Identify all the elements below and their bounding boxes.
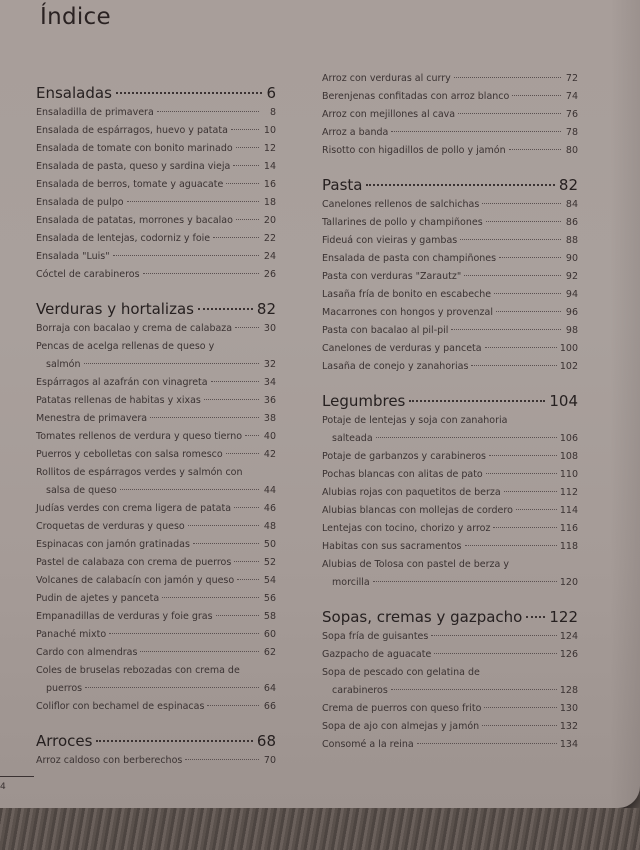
index-entry-page: 8 — [269, 107, 276, 118]
dot-leader — [193, 543, 259, 544]
dot-leader — [226, 453, 259, 454]
index-entry — [36, 320, 276, 338]
dot-leader — [245, 435, 259, 436]
index-entry-page: 76 — [565, 109, 578, 120]
index-section — [322, 606, 578, 754]
dot-leader — [458, 113, 561, 114]
index-entry-title: Coles de bruselas rebozadas con crema de — [36, 665, 240, 676]
index-entry-title: Sopa fría de guisantes — [322, 631, 429, 642]
index-entry-title: Arroz con verduras al curry — [322, 73, 451, 84]
index-entry — [36, 590, 276, 608]
index-entry — [322, 556, 578, 574]
dot-leader — [216, 615, 259, 616]
index-entry — [322, 304, 578, 322]
index-entry-continuation-title: morcilla — [332, 577, 370, 588]
dot-leader — [236, 219, 259, 220]
index-entry-title: Sopa de pescado con gelatina de — [322, 667, 480, 678]
index-section — [322, 390, 578, 592]
index-entry — [36, 140, 276, 158]
index-entry-title: Arroz a banda — [322, 127, 389, 138]
index-entry — [322, 142, 578, 160]
index-entry-page: 90 — [565, 253, 578, 264]
index-entry-page: 20 — [263, 215, 276, 226]
index-entry — [36, 518, 276, 536]
dot-leader — [391, 131, 561, 132]
dot-leader — [366, 184, 554, 186]
index-entry-title: Espinacas con jamón gratinadas — [36, 539, 190, 550]
index-entry-page: 132 — [559, 721, 578, 732]
dot-leader — [204, 399, 259, 400]
index-entry-page: 70 — [263, 755, 276, 766]
index-entry-title: Sopa de ajo con almejas y jamón — [322, 721, 480, 732]
index-entry-continuation-title: puerros — [46, 683, 83, 694]
index-entry-page: 100 — [559, 343, 578, 354]
index-entry-continuation-page: 128 — [559, 685, 578, 696]
index-entry-page: 126 — [559, 649, 578, 660]
dot-leader — [465, 545, 557, 546]
dot-leader — [496, 311, 561, 312]
index-entry-title: Ensalada de berros, tomate y aguacate — [36, 179, 224, 190]
dot-leader — [373, 581, 557, 582]
section-heading-title: Verduras y hortalizas — [36, 300, 194, 318]
index-entry — [36, 752, 276, 770]
index-column-left — [36, 82, 276, 770]
footer-rule — [0, 776, 34, 777]
index-entry — [36, 428, 276, 446]
dot-leader — [120, 489, 259, 490]
index-entry-title: Canelones de verduras y panceta — [322, 343, 482, 354]
index-entry-page: 46 — [263, 503, 276, 514]
index-entry — [36, 212, 276, 230]
dot-leader — [85, 687, 259, 688]
dot-leader — [486, 221, 561, 222]
index-entry-continuation-title: salmón — [46, 359, 81, 370]
index-entry-page: 108 — [559, 451, 578, 462]
section-heading — [322, 390, 578, 412]
index-entry-title: Crema de puerros con queso frito — [322, 703, 482, 714]
index-section — [36, 298, 276, 716]
index-entry-title: Empanadillas de verduras y foie gras — [36, 611, 213, 622]
index-column-right — [322, 70, 578, 754]
index-entry-page: 94 — [565, 289, 578, 300]
index-entry-page: 16 — [263, 179, 276, 190]
dot-leader — [484, 707, 556, 708]
index-entry — [36, 122, 276, 140]
dot-leader — [509, 149, 561, 150]
index-entry-page: 72 — [565, 73, 578, 84]
index-entry-continuation-page: 120 — [559, 577, 578, 588]
index-entry-title: Pastel de calabaza con crema de puerros — [36, 557, 232, 568]
index-entry — [322, 502, 578, 520]
index-entry-continuation-page: 64 — [263, 683, 276, 694]
index-entry — [36, 374, 276, 392]
dot-leader — [512, 95, 561, 96]
index-section — [36, 730, 276, 770]
index-entry — [36, 194, 276, 212]
index-entry-continuation-page: 32 — [263, 359, 276, 370]
dot-leader — [157, 111, 259, 112]
dot-leader — [464, 275, 561, 276]
index-entry — [36, 230, 276, 248]
index-entry-title: Cardo con almendras — [36, 647, 138, 658]
index-entry-title: Cóctel de carabineros — [36, 269, 140, 280]
index-entry-page: 102 — [559, 361, 578, 372]
dot-leader — [143, 273, 259, 274]
dot-leader — [376, 437, 557, 438]
index-entry-page: 54 — [263, 575, 276, 586]
index-entry — [36, 446, 276, 464]
index-entry — [322, 520, 578, 538]
section-heading — [36, 298, 276, 320]
index-entry-page: 62 — [263, 647, 276, 658]
index-entry-page: 114 — [559, 505, 578, 516]
dot-leader — [391, 689, 557, 690]
index-entry-title: Consomé a la reina — [322, 739, 414, 750]
index-entry-continuation — [36, 482, 276, 500]
index-entry — [322, 448, 578, 466]
dot-leader — [471, 365, 556, 366]
index-entry — [36, 392, 276, 410]
dot-leader — [482, 725, 557, 726]
index-entry-title: Panaché mixto — [36, 629, 107, 640]
index-entry-page: 14 — [263, 161, 276, 172]
index-entry-continuation-title: salsa de queso — [46, 485, 117, 496]
index-entry-page: 98 — [565, 325, 578, 336]
dot-leader — [494, 293, 561, 294]
index-entry-page: 124 — [559, 631, 578, 642]
index-entry-title: Habitas con sus sacramentos — [322, 541, 462, 552]
dot-leader — [482, 203, 561, 204]
dot-leader — [162, 597, 259, 598]
index-entry — [36, 338, 276, 356]
index-entry-title: Arroz caldoso con berberechos — [36, 755, 183, 766]
dot-leader — [434, 653, 557, 654]
dot-leader — [499, 257, 561, 258]
index-entry-title: Alubias blancas con mollejas de cordero — [322, 505, 513, 516]
index-entry-title: Potaje de lentejas y soja con zanahoria — [322, 415, 508, 426]
index-entry — [322, 646, 578, 664]
index-entry-title: Arroz con mejillones al cava — [322, 109, 456, 120]
index-entry — [36, 266, 276, 284]
index-entry-page: 66 — [263, 701, 276, 712]
index-entry-title: Croquetas de verduras y queso — [36, 521, 185, 532]
index-entry-page: 30 — [263, 323, 276, 334]
dot-leader — [233, 165, 259, 166]
index-entry-page: 56 — [263, 593, 276, 604]
dot-leader — [431, 635, 557, 636]
index-entry-title: Ensalada de tomate con bonito marinado — [36, 143, 233, 154]
index-entry-title: Tallarines de pollo y champiñones — [322, 217, 483, 228]
index-entry-title: Pencas de acelga rellenas de queso y — [36, 341, 215, 352]
index-entry-page: 60 — [263, 629, 276, 640]
section-heading-page: 82 — [256, 300, 276, 318]
index-entry-page: 84 — [565, 199, 578, 210]
index-entry-title: Pasta con bacalao al pil-pil — [322, 325, 449, 336]
index-entry-continuation-page: 44 — [263, 485, 276, 496]
index-entry — [322, 124, 578, 142]
dot-leader — [198, 308, 253, 310]
index-entry — [322, 196, 578, 214]
index-entry-title: Ensalada de pasta con champiñones — [322, 253, 497, 264]
index-entry — [322, 232, 578, 250]
index-entry-page: 24 — [263, 251, 276, 262]
index-entry-title: Ensalada de pasta, queso y sardina vieja — [36, 161, 231, 172]
index-entry-page: 116 — [559, 523, 578, 534]
dot-leader — [113, 255, 259, 256]
section-heading-page: 104 — [549, 392, 578, 410]
index-entry — [322, 286, 578, 304]
index-entry — [322, 484, 578, 502]
background-fabric — [0, 808, 640, 850]
page-number: 4 — [0, 782, 6, 792]
index-entry-page: 112 — [559, 487, 578, 498]
index-entry-page: 88 — [565, 235, 578, 246]
index-entry — [36, 698, 276, 716]
page-title: Índice — [40, 4, 111, 30]
index-entry — [322, 664, 578, 682]
dot-leader — [486, 473, 557, 474]
index-entry — [36, 248, 276, 266]
index-entry-page: 48 — [263, 521, 276, 532]
section-heading-title: Arroces — [36, 732, 93, 750]
dot-leader — [526, 616, 545, 618]
index-entry — [36, 410, 276, 428]
index-entry-page: 34 — [263, 377, 276, 388]
index-entry-page: 26 — [263, 269, 276, 280]
index-entry-continuation — [322, 430, 578, 448]
index-entry-page: 96 — [565, 307, 578, 318]
index-entry-page: 134 — [559, 739, 578, 750]
index-entry-page: 40 — [263, 431, 276, 442]
index-entry-page: 10 — [263, 125, 276, 136]
index-entry — [36, 464, 276, 482]
dot-leader — [213, 237, 259, 238]
dot-leader — [454, 77, 561, 78]
index-entry-title: Lentejas con tocino, chorizo y arroz — [322, 523, 491, 534]
index-entry-page: 74 — [565, 91, 578, 102]
index-entry — [36, 500, 276, 518]
index-entry — [322, 88, 578, 106]
index-entry-page: 80 — [565, 145, 578, 156]
index-entry-title: Gazpacho de aguacate — [322, 649, 432, 660]
index-entry-title: Ensalada "Luis" — [36, 251, 110, 262]
index-entry-title: Pudin de ajetes y panceta — [36, 593, 160, 604]
index-section — [322, 174, 578, 376]
index-entry-page: 86 — [565, 217, 578, 228]
index-entry-title: Judías verdes con crema ligera de patata — [36, 503, 232, 514]
index-entry-title: Ensalada de espárragos, huevo y patata — [36, 125, 228, 136]
index-entry-title: Pasta con verduras "Zarautz" — [322, 271, 462, 282]
index-entry — [322, 358, 578, 376]
index-entry-continuation-title: carabineros — [332, 685, 388, 696]
section-heading — [36, 82, 276, 104]
index-entry — [322, 466, 578, 484]
dot-leader — [116, 92, 263, 94]
index-entry-title: Ensaladilla de primavera — [36, 107, 154, 118]
index-entry-page: 12 — [263, 143, 276, 154]
index-entry-title: Alubias de Tolosa con pastel de berza y — [322, 559, 509, 570]
index-entry-title: Espárragos al azafrán con vinagreta — [36, 377, 208, 388]
section-heading — [322, 606, 578, 628]
index-entry-continuation-title: salteada — [332, 433, 373, 444]
index-entry — [322, 700, 578, 718]
index-entry-title: Lasaña fría de bonito en escabeche — [322, 289, 492, 300]
index-entry-title: Menestra de primavera — [36, 413, 148, 424]
index-entry — [322, 268, 578, 286]
dot-leader — [460, 239, 561, 240]
index-entry-page: 78 — [565, 127, 578, 138]
index-entry — [36, 158, 276, 176]
index-entry-continuation — [36, 680, 276, 698]
dot-leader — [211, 381, 259, 382]
index-entry — [322, 250, 578, 268]
index-entry-page: 130 — [559, 703, 578, 714]
index-entry-page: 50 — [263, 539, 276, 550]
index-entry-page: 22 — [263, 233, 276, 244]
index-entry-title: Ensalada de lentejas, codorniz y foie — [36, 233, 211, 244]
dot-leader — [207, 705, 259, 706]
index-entry-page: 52 — [263, 557, 276, 568]
index-entry-title: Canelones rellenos de salchichas — [322, 199, 480, 210]
index-entry-page: 92 — [565, 271, 578, 282]
dot-leader — [188, 525, 259, 526]
index-entry — [322, 214, 578, 232]
index-entry-title: Puerros y cebolletas con salsa romesco — [36, 449, 223, 460]
index-entry — [36, 626, 276, 644]
index-entry-title: Lasaña de conejo y zanahorias — [322, 361, 469, 372]
index-entry — [322, 538, 578, 556]
dot-leader — [516, 509, 557, 510]
dot-leader — [185, 759, 259, 760]
dot-leader — [234, 561, 259, 562]
index-entry — [322, 340, 578, 358]
index-entry-page: 118 — [559, 541, 578, 552]
index-entry-page: 36 — [263, 395, 276, 406]
index-entry-title: Risotto con higadillos de pollo y jamón — [322, 145, 506, 156]
index-entry-title: Borraja con bacalao y crema de calabaza — [36, 323, 233, 334]
dot-leader — [236, 147, 259, 148]
index-entry-continuation-page: 106 — [559, 433, 578, 444]
index-entry — [322, 736, 578, 754]
dot-leader — [237, 579, 259, 580]
index-entry — [322, 70, 578, 88]
index-entry — [322, 322, 578, 340]
index-entry-title: Alubias rojas con paquetitos de berza — [322, 487, 501, 498]
index-entry-title: Berenjenas confitadas con arroz blanco — [322, 91, 510, 102]
index-entry-page: 110 — [559, 469, 578, 480]
dot-leader — [109, 633, 259, 634]
section-heading — [36, 730, 276, 752]
index-entry-continuation — [36, 356, 276, 374]
index-entry-title: Potaje de garbanzos y carabineros — [322, 451, 486, 462]
index-entry — [322, 628, 578, 646]
section-heading-title: Ensaladas — [36, 84, 112, 102]
dot-leader — [485, 347, 557, 348]
index-entry — [322, 718, 578, 736]
index-entry — [36, 572, 276, 590]
dot-leader — [140, 651, 259, 652]
section-heading-title: Sopas, cremas y gazpacho — [322, 608, 523, 626]
dot-leader — [235, 327, 259, 328]
index-entry-title: Volcanes de calabacín con jamón y queso — [36, 575, 235, 586]
dot-leader — [150, 417, 259, 418]
section-heading-page: 68 — [256, 732, 276, 750]
index-entry — [36, 644, 276, 662]
dot-leader — [84, 363, 260, 364]
index-entry-title: Macarrones con hongos y provenzal — [322, 307, 494, 318]
section-heading-page: 82 — [558, 176, 578, 194]
index-entry-page: 42 — [263, 449, 276, 460]
index-entry — [36, 662, 276, 680]
section-heading-title: Pasta — [322, 176, 363, 194]
index-entry — [36, 608, 276, 626]
index-entry — [36, 536, 276, 554]
dot-leader — [504, 491, 557, 492]
index-entry-title: Fideuá con vieiras y gambas — [322, 235, 458, 246]
dot-leader — [409, 400, 545, 402]
index-section — [36, 82, 276, 284]
index-entry-title: Rollitos de espárragos verdes y salmón con — [36, 467, 243, 478]
index-entry-title: Ensalada de pulpo — [36, 197, 124, 208]
index-entry-title: Ensalada de patatas, morrones y bacalao — [36, 215, 233, 226]
index-entry-continuation — [322, 682, 578, 700]
index-entry — [322, 106, 578, 124]
index-entry-title: Coliflor con bechamel de espinacas — [36, 701, 205, 712]
index-entry — [322, 412, 578, 430]
dot-leader — [451, 329, 561, 330]
index-entry-title: Pochas blancas con alitas de pato — [322, 469, 483, 480]
section-heading-title: Legumbres — [322, 392, 406, 410]
dot-leader — [417, 743, 557, 744]
index-entry-continuation — [322, 574, 578, 592]
index-entry-page: 58 — [263, 611, 276, 622]
section-heading-page: 122 — [549, 608, 578, 626]
dot-leader — [226, 183, 259, 184]
dot-leader — [489, 455, 557, 456]
dot-leader — [127, 201, 259, 202]
index-entry — [36, 176, 276, 194]
index-entry-page: 38 — [263, 413, 276, 424]
section-heading-page: 6 — [266, 84, 276, 102]
index-entry-title: Patatas rellenas de habitas y xixas — [36, 395, 201, 406]
dot-leader — [493, 527, 556, 528]
index-entry — [36, 554, 276, 572]
section-heading — [322, 174, 578, 196]
index-entry-title: Tomates rellenos de verdura y queso tierno — [36, 431, 243, 442]
dot-leader — [234, 507, 259, 508]
index-entry — [36, 104, 276, 122]
dot-leader — [231, 129, 259, 130]
dot-leader — [96, 740, 252, 742]
index-entry-page: 18 — [263, 197, 276, 208]
